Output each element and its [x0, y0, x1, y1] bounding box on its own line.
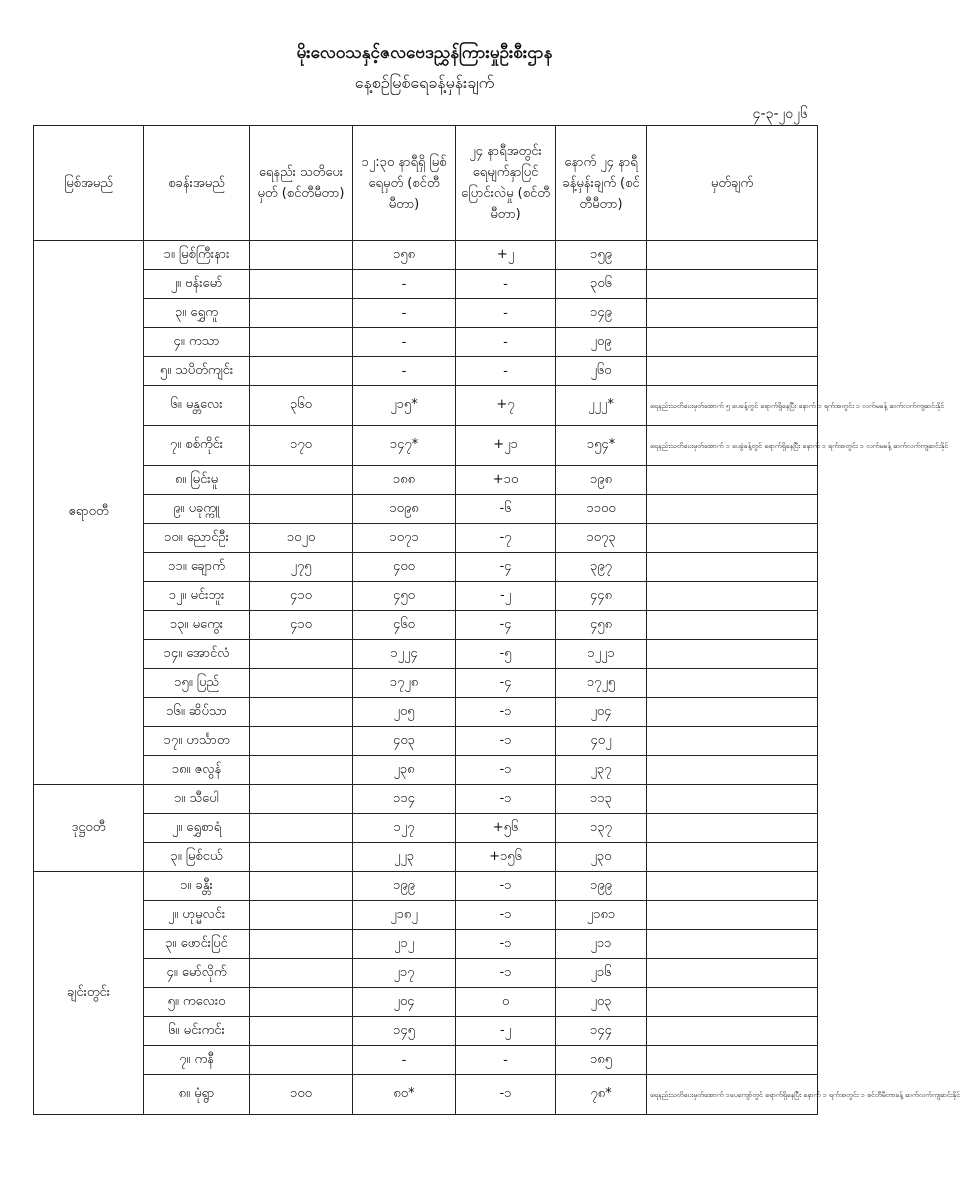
table-row [34, 426, 818, 466]
page-title: မိုးလေဝသနှင့်ဇလဗေဒညွှန်ကြားမှုဦးစီးဌာန [296, 43, 553, 63]
station-name: ၂။ ဗန်းမော် [144, 270, 250, 299]
table-row [34, 1046, 818, 1075]
forecast-level: ၁၃၇ [556, 814, 647, 843]
forecast-level: ၁၄၉ [556, 299, 647, 328]
water-level: ၂၀၅ [353, 698, 456, 727]
station-name: ၁။ ခန္တီး [144, 872, 250, 901]
level-change: +၅၆ [456, 814, 556, 843]
table-row [34, 328, 818, 357]
warning-level [250, 988, 353, 1017]
forecast-level: ၁၇၂၅ [556, 669, 647, 698]
station-name: ၂။ ရွှေစာရံ [144, 814, 250, 843]
page-subtitle: နေ့စဉ်မြစ်ရေခန့်မှန်းချက် [354, 73, 495, 92]
forecast-level: ၂၁၁ [556, 930, 647, 959]
table-row [34, 553, 818, 582]
forecast-level: ၃၀၆ [556, 270, 647, 299]
report-date: ၄-၃-၂၀၂၆ [752, 106, 808, 122]
remark: ရေနည်းသတိပေးမှတ်အောက် ၅ ပေခန့်တွင် ရောက်ရှိနေပြီး နောက် ၁ ရက်အတွင်း ၁ လက်မခန့် ဆက်လက်ကျဆင်းနိုင် [647, 386, 818, 426]
water-level: ၄၅၀ [353, 582, 456, 611]
water-level: ၂၁၈၂ [353, 901, 456, 930]
level-change: +၁၀ [456, 466, 556, 495]
remark [647, 814, 818, 843]
warning-level: ၁၇၀ [250, 426, 353, 466]
table-row [34, 357, 818, 386]
forecast-level: ၁၀၇၃ [556, 524, 647, 553]
warning-level: ၁၀၂၀ [250, 524, 353, 553]
water-level: ၂၁၇ [353, 959, 456, 988]
warning-level [250, 466, 353, 495]
col-header-remark: မှတ်ချက် [647, 126, 818, 241]
level-change: - [456, 270, 556, 299]
warning-level [250, 495, 353, 524]
table-row [34, 901, 818, 930]
forecast-level: ၄၅၈ [556, 611, 647, 640]
forecast-level: ၂၆၀ [556, 357, 647, 386]
water-level: - [353, 299, 456, 328]
water-level: ၁၁၄ [353, 785, 456, 814]
warning-level [250, 843, 353, 872]
forecast-level: ၂၂၂* [556, 386, 647, 426]
forecast-level: ၂၁၆ [556, 959, 647, 988]
warning-level [250, 357, 353, 386]
station-name: ၁၈။ ဇလွန် [144, 756, 250, 785]
remark [647, 270, 818, 299]
warning-level [250, 698, 353, 727]
level-change: +၁၅၆ [456, 843, 556, 872]
remark [647, 1046, 818, 1075]
water-level: ၂၁၅* [353, 386, 456, 426]
warning-level [250, 785, 353, 814]
table-row [34, 640, 818, 669]
water-level: - [353, 328, 456, 357]
level-change: -၁ [456, 727, 556, 756]
level-change: -၁ [456, 901, 556, 930]
table-row [34, 814, 818, 843]
forecast-level: ၂၃၇ [556, 756, 647, 785]
level-change: ၀ [456, 988, 556, 1017]
col-header-river: မြစ်အမည် [34, 126, 144, 241]
river-name: ချင်းတွင်း [34, 872, 144, 1115]
level-change: -၄ [456, 669, 556, 698]
table-row [34, 611, 818, 640]
water-level: ၁၈၈ [353, 466, 456, 495]
level-change: - [456, 1046, 556, 1075]
water-level: ၁၅၈ [353, 241, 456, 270]
water-level: ၂၀၄ [353, 988, 456, 1017]
warning-level [250, 1046, 353, 1075]
station-name: ၃။ ရွှေကူ [144, 299, 250, 328]
station-name: ၁၃။ မကွေး [144, 611, 250, 640]
remark [647, 756, 818, 785]
level-change: -၆ [456, 495, 556, 524]
station-name: ၅။ သပိတ်ကျင်း [144, 357, 250, 386]
forecast-level: ၄၄၈ [556, 582, 647, 611]
table-row [34, 299, 818, 328]
forecast-level: ၁၅၉ [556, 241, 647, 270]
remark [647, 901, 818, 930]
forecast-level: ၁၈၅ [556, 1046, 647, 1075]
forecast-level: ၂၀၃ [556, 988, 647, 1017]
station-name: ၁၁။ ချောက် [144, 553, 250, 582]
water-level: - [353, 1046, 456, 1075]
station-name: ၅။ ကလေးဝ [144, 988, 250, 1017]
warning-level [250, 270, 353, 299]
level-change: -၂ [456, 582, 556, 611]
table-row [34, 386, 818, 426]
station-name: ၆။ မန္တလေး [144, 386, 250, 426]
remark [647, 727, 818, 756]
station-name: ၇။ စစ်ကိုင်း [144, 426, 250, 466]
water-level: ၄၀၀ [353, 553, 456, 582]
level-change: -၂ [456, 1017, 556, 1046]
table-row [34, 930, 818, 959]
warning-level: ၂၇၅ [250, 553, 353, 582]
level-change: -၁ [456, 1075, 556, 1115]
station-name: ၁၄။ အောင်လံ [144, 640, 250, 669]
level-change: -၁ [456, 959, 556, 988]
level-change: - [456, 328, 556, 357]
level-change: - [456, 299, 556, 328]
remark [647, 1017, 818, 1046]
forecast-level: ၁၉၉ [556, 872, 647, 901]
station-name: ၁။ သီပေါ [144, 785, 250, 814]
forecast-level: ၁၄၄ [556, 1017, 647, 1046]
remark [647, 357, 818, 386]
forecast-level: ၁၁၃ [556, 785, 647, 814]
station-name: ၁၅။ ပြည် [144, 669, 250, 698]
table-row [34, 959, 818, 988]
table-body [34, 241, 960, 1115]
table-row [34, 785, 818, 814]
station-name: ၇။ ကနီ [144, 1046, 250, 1075]
water-level: ၄၆၀ [353, 611, 456, 640]
table-row [34, 524, 818, 553]
forecast-level: ၇၈* [556, 1075, 647, 1115]
forecast-level: ၂၀၄ [556, 698, 647, 727]
level-change: -၁ [456, 698, 556, 727]
warning-level [250, 299, 353, 328]
station-name: ၃။ ဖောင်းပြင် [144, 930, 250, 959]
remark [647, 241, 818, 270]
warning-level [250, 1017, 353, 1046]
station-name: ၈။ မြင်းမူ [144, 466, 250, 495]
table-row [34, 727, 818, 756]
warning-level [250, 640, 353, 669]
col-header-warning-level: ရေနည်း သတိပေးမှတ် (စင်တီမီတာ) [250, 126, 353, 241]
col-header-station: စခန်းအမည် [144, 126, 250, 241]
level-change: +၂၁ [456, 426, 556, 466]
remark [647, 785, 818, 814]
warning-level [250, 930, 353, 959]
warning-level [250, 669, 353, 698]
warning-level [250, 756, 353, 785]
forecast-level: ၂၀၉ [556, 328, 647, 357]
station-name: ၄။ မော်လိုက် [144, 959, 250, 988]
remark [647, 611, 818, 640]
station-name: ၂။ ဟုမ္မလင်း [144, 901, 250, 930]
water-level: ၁၀၇၁ [353, 524, 456, 553]
water-level: ၂၂၃ [353, 843, 456, 872]
station-name: ၃။ မြစ်ငယ် [144, 843, 250, 872]
station-name: ၆။ မင်းကင်း [144, 1017, 250, 1046]
warning-level [250, 872, 353, 901]
warning-level: ၁၀၀ [250, 1075, 353, 1115]
level-change: +၂ [456, 241, 556, 270]
table-row [34, 495, 818, 524]
table-row [34, 241, 818, 270]
warning-level [250, 959, 353, 988]
forecast-level: ၂၃၀ [556, 843, 647, 872]
level-change: -၄ [456, 553, 556, 582]
level-change: -၁ [456, 872, 556, 901]
water-level: ၈၀* [353, 1075, 456, 1115]
remark [647, 466, 818, 495]
forecast-level: ၁၁၀၀ [556, 495, 647, 524]
river-name: ဒုဋ္ဌဝတီ [34, 785, 144, 872]
station-name: ၁၀။ ညောင်ဦး [144, 524, 250, 553]
level-change: +၇ [456, 386, 556, 426]
level-change: -၁ [456, 756, 556, 785]
col-header-water-level: ၁၂:၃၀ နာရီရှိ မြစ်ရေမှတ် (စင်တီမီတာ) [353, 126, 456, 241]
table-row [34, 669, 818, 698]
table-row [34, 1075, 818, 1115]
station-name: ၁၂။ မင်းဘူး [144, 582, 250, 611]
remark [647, 698, 818, 727]
station-name: ၉။ ပခုက္ကူ [144, 495, 250, 524]
river-forecast-table [33, 125, 960, 1115]
remark [647, 328, 818, 357]
level-change: -၅ [456, 640, 556, 669]
table-row [34, 756, 818, 785]
water-level: - [353, 270, 456, 299]
table-header-row [34, 126, 818, 241]
station-name: ၁၆။ ဆိပ်သာ [144, 698, 250, 727]
table-row [34, 466, 818, 495]
remark [647, 988, 818, 1017]
col-header-change: ၂၄ နာရီအတွင်း ရေမျက်နှာပြင် ပြောင်းလဲမှု (စင်တီမီတာ) [456, 126, 556, 241]
water-level: ၂၁၂ [353, 930, 456, 959]
remark: ရေနည်းသတိပေးမှတ်အောက် ၁ ပေခွဲခန့်တွင် ရောက်ရှိနေပြီး နောက် ၁ ရက်အတွင်း ၁ လက်မခန့် ဆက်လက်ကျဆင်းနိုင် [647, 426, 818, 466]
remark [647, 299, 818, 328]
forecast-level: ၁၅၄* [556, 426, 647, 466]
table-row [34, 1017, 818, 1046]
forecast-level: ၁၉၈ [556, 466, 647, 495]
table-row [34, 582, 818, 611]
station-name: ၈။ မုံရွာ [144, 1075, 250, 1115]
warning-level [250, 814, 353, 843]
water-level: ၄၀၃ [353, 727, 456, 756]
level-change: -၁ [456, 785, 556, 814]
water-level: ၁၉၉ [353, 872, 456, 901]
forecast-level: ၄၀၂ [556, 727, 647, 756]
remark [647, 524, 818, 553]
level-change: -၇ [456, 524, 556, 553]
warning-level: ၄၁၀ [250, 611, 353, 640]
warning-level [250, 727, 353, 756]
warning-level: ၃၆၀ [250, 386, 353, 426]
col-header-forecast: နောက် ၂၄ နာရီ ခန့်မှန်းချက် (စင်တီမီတာ) [556, 126, 647, 241]
remark [647, 843, 818, 872]
forecast-level: ၃၉၇ [556, 553, 647, 582]
level-change: - [456, 357, 556, 386]
remark [647, 669, 818, 698]
table-row [34, 270, 818, 299]
table-row [34, 988, 818, 1017]
warning-level [250, 901, 353, 930]
water-level: - [353, 357, 456, 386]
water-level: ၁၄၇* [353, 426, 456, 466]
forecast-level: ၂၁၈၁ [556, 901, 647, 930]
water-level: ၁၀၉၈ [353, 495, 456, 524]
level-change: -၁ [456, 930, 556, 959]
remark: ရေနည်းသတိပေးမှတ်အောက် ၁ပေကျော်တွင် ရောက်ရှိနေပြီး နောက် ၁ ရက်အတွင်း ၁ စင်တီမီတာခန့် ဆက်လက်ကျဆင်းနိုင် [647, 1075, 818, 1115]
station-name: ၁၇။ ဟင်္သာတ [144, 727, 250, 756]
remark [647, 959, 818, 988]
water-level: ၁၂၇ [353, 814, 456, 843]
remark [647, 640, 818, 669]
warning-level [250, 328, 353, 357]
forecast-level: ၁၂၂၁ [556, 640, 647, 669]
warning-level: ၄၁၀ [250, 582, 353, 611]
remark [647, 553, 818, 582]
station-name: ၄။ ကသာ [144, 328, 250, 357]
water-level: ၁၇၂၈ [353, 669, 456, 698]
station-name: ၁။ မြစ်ကြီးနား [144, 241, 250, 270]
remark [647, 872, 818, 901]
remark [647, 495, 818, 524]
water-level: ၁၄၅ [353, 1017, 456, 1046]
water-level: ၂၃၈ [353, 756, 456, 785]
table-row [34, 872, 818, 901]
table-row [34, 698, 818, 727]
water-level: ၁၂၂၄ [353, 640, 456, 669]
river-name: ဧရာဝတီ [34, 241, 144, 785]
remark [647, 582, 818, 611]
table-row [34, 843, 818, 872]
warning-level [250, 241, 353, 270]
level-change: -၄ [456, 611, 556, 640]
remark [647, 930, 818, 959]
